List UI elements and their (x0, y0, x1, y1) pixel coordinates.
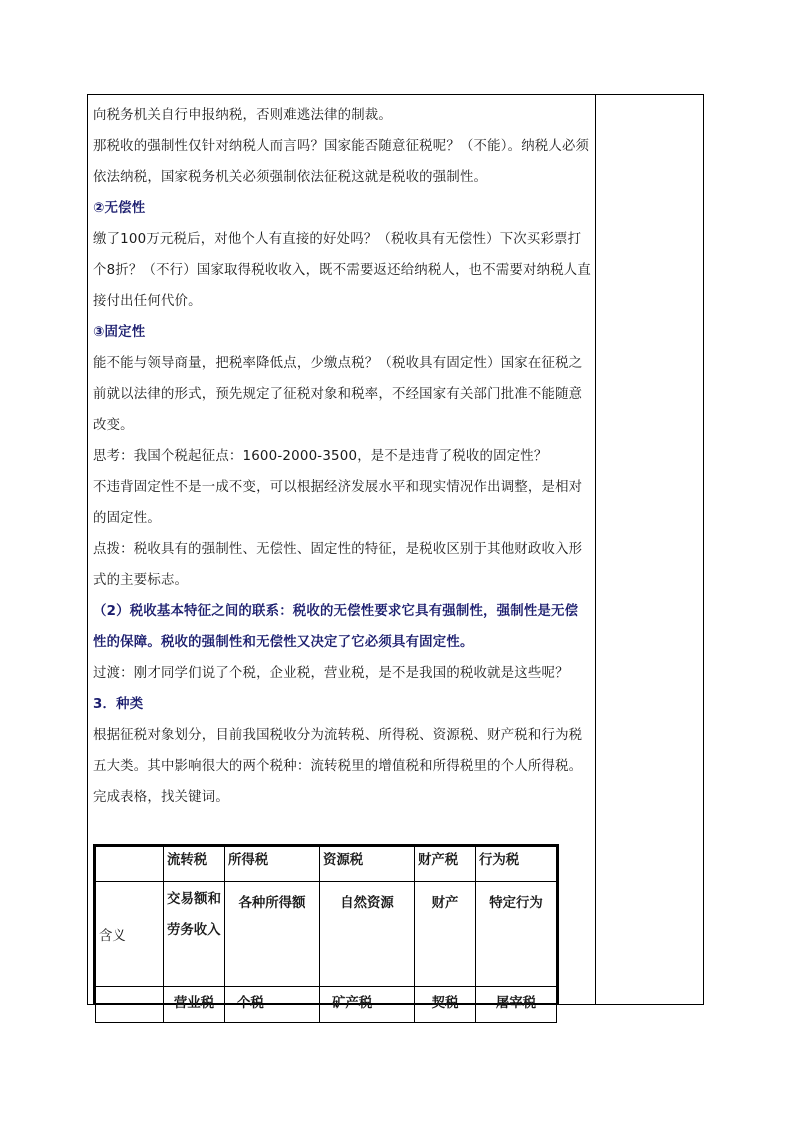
table-cell: 财产 (415, 882, 476, 987)
table-row-label (96, 987, 164, 1023)
table-row-label: 含义 (96, 882, 164, 987)
table-header-cell: 资源税 (320, 847, 415, 882)
thinking-question: 思考：我国个税起征点：1600-2000-3500，是不是违背了税收的固定性？ (93, 449, 548, 464)
table-cell: 营业税 (164, 987, 225, 1023)
relation-paragraph: （2）税收基本特征之间的联系：税收的无偿性要求它具有强制性，强制性是无偿性的保障。税收的强制性和无偿性又决定了它必须具有固定性。 (93, 604, 579, 650)
paragraph: 缴了100万元税后，对他个人有直接的好处吗？（税收具有无偿性）下次买彩票打个8折？（不行）国家取得税收收入，既不需要返还给纳税人，也不需要对纳税人直接付出任何代价。 (93, 232, 591, 309)
column-divider (595, 94, 596, 1005)
paragraph: 那税收的强制性仅针对纳税人而言吗？国家能否随意征税呢？（不能）。纳税人必须依法纳税，国家税务机关必须强制依法征税这就是税收的强制性。 (93, 139, 590, 185)
table-cell: 个税 (225, 987, 320, 1023)
paragraph: 不违背固定性不是一成不变，可以根据经济发展水平和现实情况作出调整，是相对的固定性。 (93, 480, 583, 526)
table-cell: 屠宰税 (476, 987, 557, 1023)
section-heading-types: 3．种类 (93, 697, 144, 712)
table-cell: 矿产税 (320, 987, 415, 1023)
paragraph: 能不能与领导商量，把税率降低点，少缴点税？（税收具有固定性）国家在征税之前就以法律的形式，预先规定了征税对象和税率，不经国家有关部门批准不能随意改变。 (93, 356, 583, 433)
tip-paragraph: 点拨：税收具有的强制性、无偿性、固定性的特征，是税收区别于其他财政收入形式的主要标志。 (93, 542, 583, 588)
table-cell: 特定行为 (476, 882, 557, 987)
table-cell: 契税 (415, 987, 476, 1023)
section-heading-wuchangxing: ②无偿性 (93, 201, 146, 216)
table-header-cell: 财产税 (415, 847, 476, 882)
section-heading-gudingxing: ③固定性 (93, 325, 146, 340)
table-cell: 自然资源 (320, 882, 415, 987)
table-instruction: 完成表格，找关键词。 (93, 790, 229, 805)
tax-types-table (93, 844, 559, 1011)
table-header-cell (96, 847, 164, 882)
paragraph: 根据征税对象划分，目前我国税收分为流转税、所得税、资源税、财产税和行为税五大类。其中影响很大的两个税种：流转税里的增值税和所得税里的个人所得税。 (93, 728, 583, 774)
lesson-content (93, 100, 591, 813)
table-cell: 交易额和劳务收入 (164, 882, 225, 987)
table-cell: 各种所得额 (225, 882, 320, 987)
paragraph: 向税务机关自行申报纳税，否则难逃法律的制裁。 (93, 108, 392, 123)
table-header-cell: 流转税 (164, 847, 225, 882)
transition-paragraph: 过渡：刚才同学们说了个税，企业税，营业税，是不是我国的税收就是这些呢？ (93, 666, 569, 681)
table-header-cell: 所得税 (225, 847, 320, 882)
table-header-cell: 行为税 (476, 847, 557, 882)
